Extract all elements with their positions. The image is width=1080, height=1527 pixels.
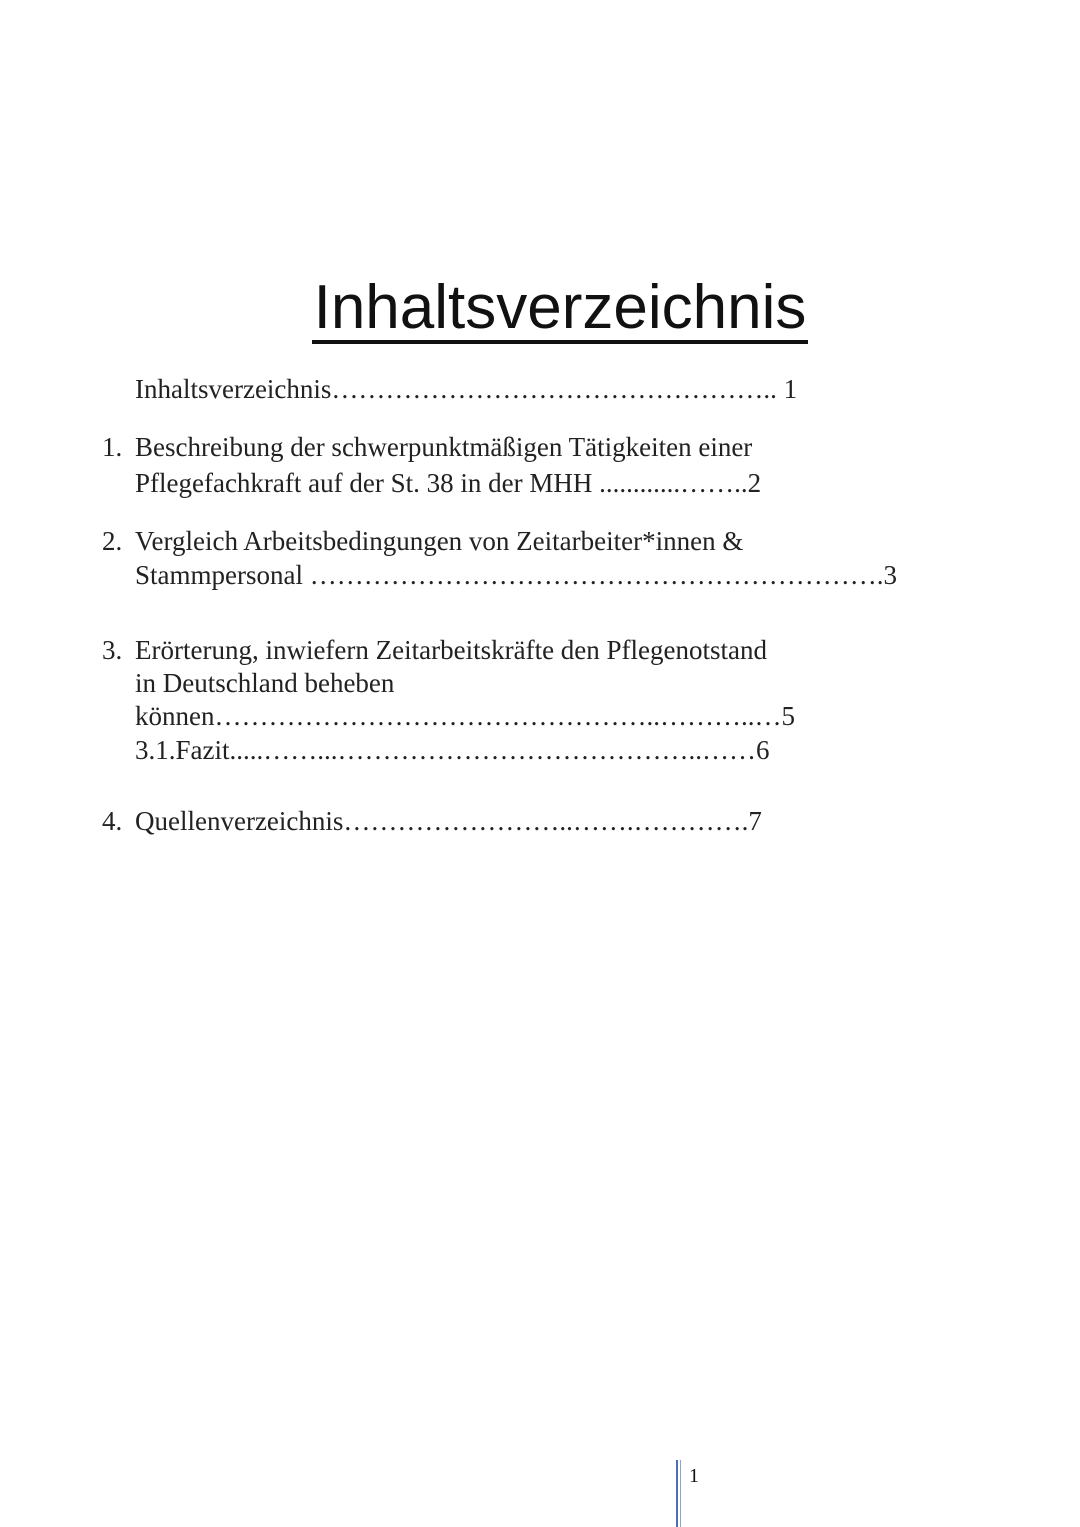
toc-entry-inhaltsverzeichnis: Inhaltsverzeichnis………………………………………….. 1: [135, 374, 798, 404]
toc-entry-number: 4.: [102, 806, 123, 836]
toc-entry-beschreibung-line1: Beschreibung der schwerpunktmäßigen Tätigkeiten einer: [135, 432, 753, 462]
footer-divider-secondary: [680, 1460, 681, 1527]
toc-entry-number: 3.: [102, 635, 123, 665]
toc-entry-number: 1.: [102, 432, 123, 462]
toc-entry-quellenverzeichnis: Quellenverzeichnis……………………..…….………….7: [135, 806, 762, 836]
toc-entry-beschreibung-line2: Pflegefachkraft auf der St. 38 in der MHH ............……..2: [135, 468, 762, 498]
toc-entry-eroerterung-line1: Erörterung, inwiefern Zeitarbeitskräfte den Pflegenotstand: [135, 635, 768, 665]
toc-subentry-fazit: 3.1.Fazit.....……...…………………………………..……6: [135, 735, 770, 765]
footer-divider: [676, 1460, 678, 1527]
page-title: [0, 270, 1080, 346]
page-footer: [676, 1460, 700, 1527]
toc-entry-vergleich-line1: Vergleich Arbeitsbedingungen von Zeitarbeiter*innen &: [135, 526, 744, 556]
toc-entry-eroerterung-line3: können…………………………………………..………..…5: [135, 701, 795, 731]
toc-entry-vergleich-line2: Stammpersonal ……………………………………………………….3: [135, 560, 897, 590]
page-title-text: Inhaltsverzeichnis: [313, 273, 807, 342]
toc-entry-eroerterung-line2: in Deutschland beheben: [135, 668, 395, 698]
page-number: 1: [689, 1465, 699, 1487]
toc-entry-number: 2.: [102, 526, 123, 556]
